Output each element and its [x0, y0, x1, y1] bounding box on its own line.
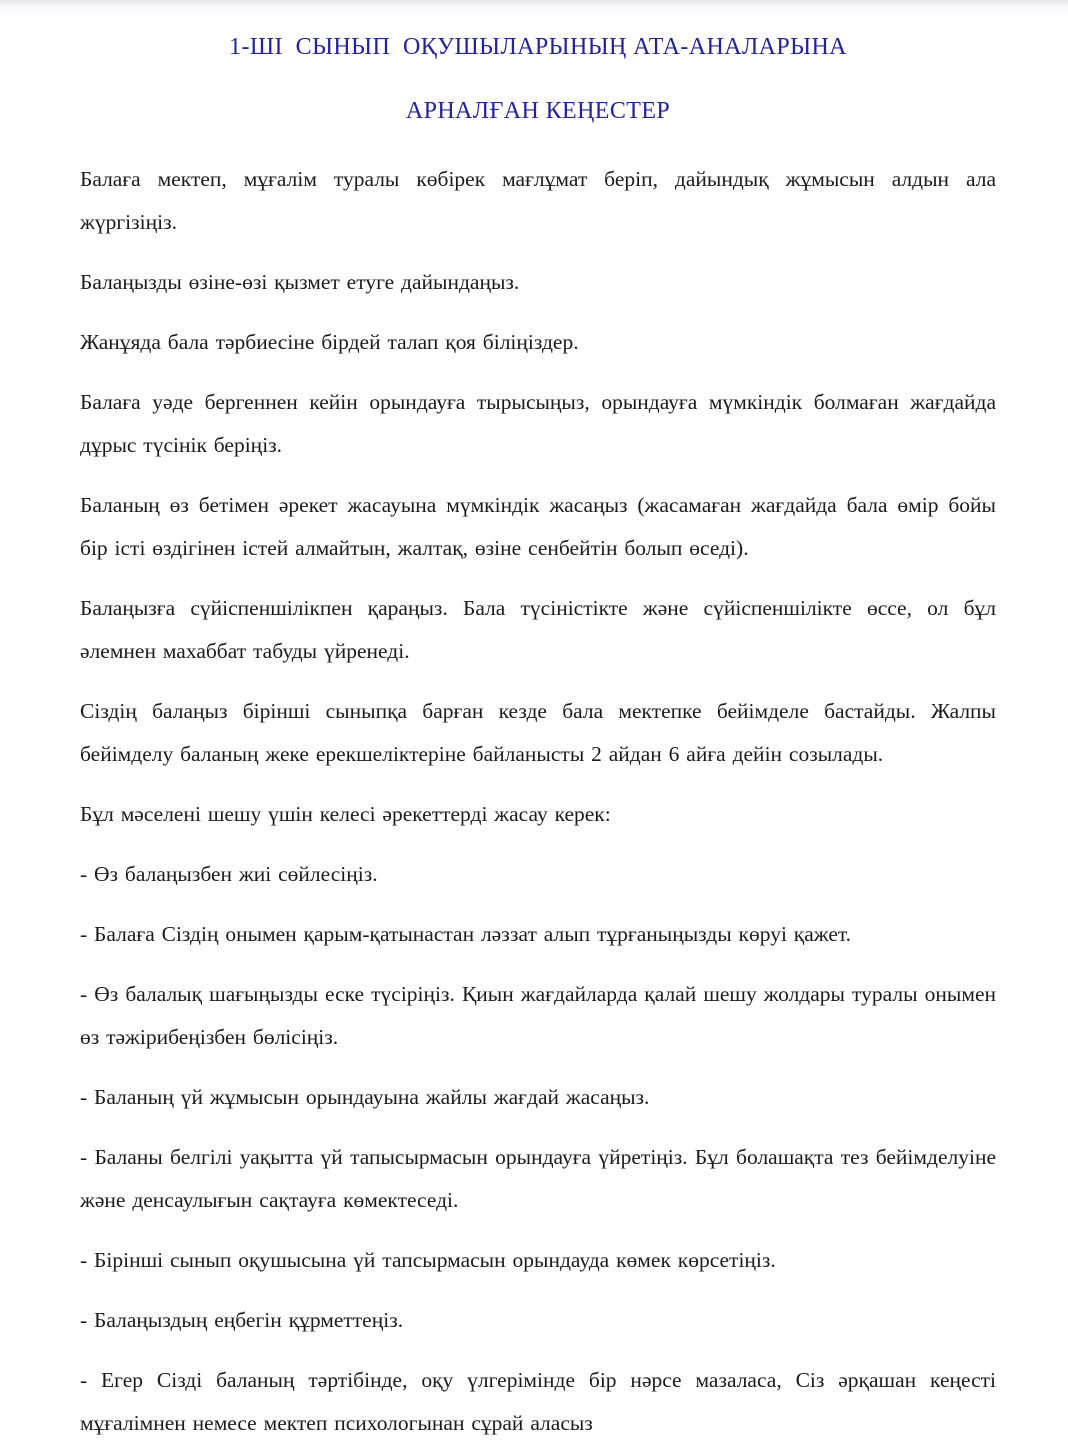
paragraph: Балаға мектеп, мұғалім туралы көбірек мағлұмат беріп, дайындық жұмысын алдын ала жүргізіңіз.: [80, 167, 996, 234]
paragraph: Жанұяда бала тәрбиесіне бірдей талап қоя біліңіздер.: [80, 330, 579, 354]
list-item-paragraph: - Бірінші сынып оқушысына үй тапсырмасын орындауда көмек көрсетіңіз.: [80, 1248, 776, 1272]
list-item-paragraph: - Баланы белгілі уақытта үй тапысырмасын орындауға үйретіңіз. Бұл болашақта тез бейімделуіне және денсаулығын сақтауға көмектеседі.: [80, 1145, 996, 1212]
list-item-paragraph: - Баланың үй жұмысын орындауына жайлы жағдай жасаңыз.: [80, 1085, 650, 1109]
list-item-paragraph: - Егер Сізді баланың тәртібінде, оқу үлгерімінде бір нәрсе мазаласа, Сіз әрқашан кеңесті мұғалімнен немесе мектеп психологынан сұрай аласыз: [80, 1368, 996, 1435]
paragraph: Баланың өз бетімен әрекет жасауына мүмкіндік жасаңыз (жасамаған жағдайда бала өмір бойы бір істі өздігінен істей алмайтын, жалтақ, өзіне сенбейтін болып өседі).: [80, 493, 996, 560]
paragraph: Сіздің балаңыз бірінші сыныпқа барған кезде бала мектепке бейімделе бастайды. Жалпы бейімделу баланың жеке ерекшеліктеріне байланысты 2 айдан 6 айға дейін созылады.: [80, 699, 996, 766]
paragraph: Балаңызды өзіне-өзі қызмет етуге дайындаңыз.: [80, 270, 520, 294]
paragraph: Балаға уәде бергеннен кейін орындауға тырысыңыз, орындауға мүмкіндік болмаған жағдайда дұрыс түсінік беріңіз.: [80, 390, 996, 457]
list-item-paragraph: - Балаңыздың еңбегін құрметтеңіз.: [80, 1308, 404, 1332]
list-item-paragraph: - Өз балалық шағыңызды еске түсіріңіз. Қиын жағдайларда қалай шешу жолдары туралы онымен өз тәжірибеңізбен бөлісіңіз.: [80, 982, 996, 1049]
paragraph: Балаңызға сүйіспеншілікпен қараңыз. Бала түсіністікте және сүйіспеншілікте өссе, ол бұл әлемнен махаббат табуды үйренеді.: [80, 596, 996, 663]
list-item-paragraph: - Балаға Сіздің онымен қарым-қатынастан ләззат алып тұрғаныңызды көруі қажет.: [80, 922, 852, 946]
document-body: [80, 158, 996, 1445]
document-title-line2: АРНАЛҒАН КЕҢЕСТЕР: [405, 98, 671, 124]
paragraph: Бұл мәселені шешу үшін келесі әрекеттерді жасау керек:: [80, 802, 611, 826]
list-item-paragraph: - Өз балаңызбен жиі сөйлесіңіз.: [80, 862, 378, 886]
document-title-line1: 1-ШІ СЫНЫП ОҚУШЫЛАРЫНЫҢ АТА-АНАЛАРЫНА: [229, 34, 847, 60]
